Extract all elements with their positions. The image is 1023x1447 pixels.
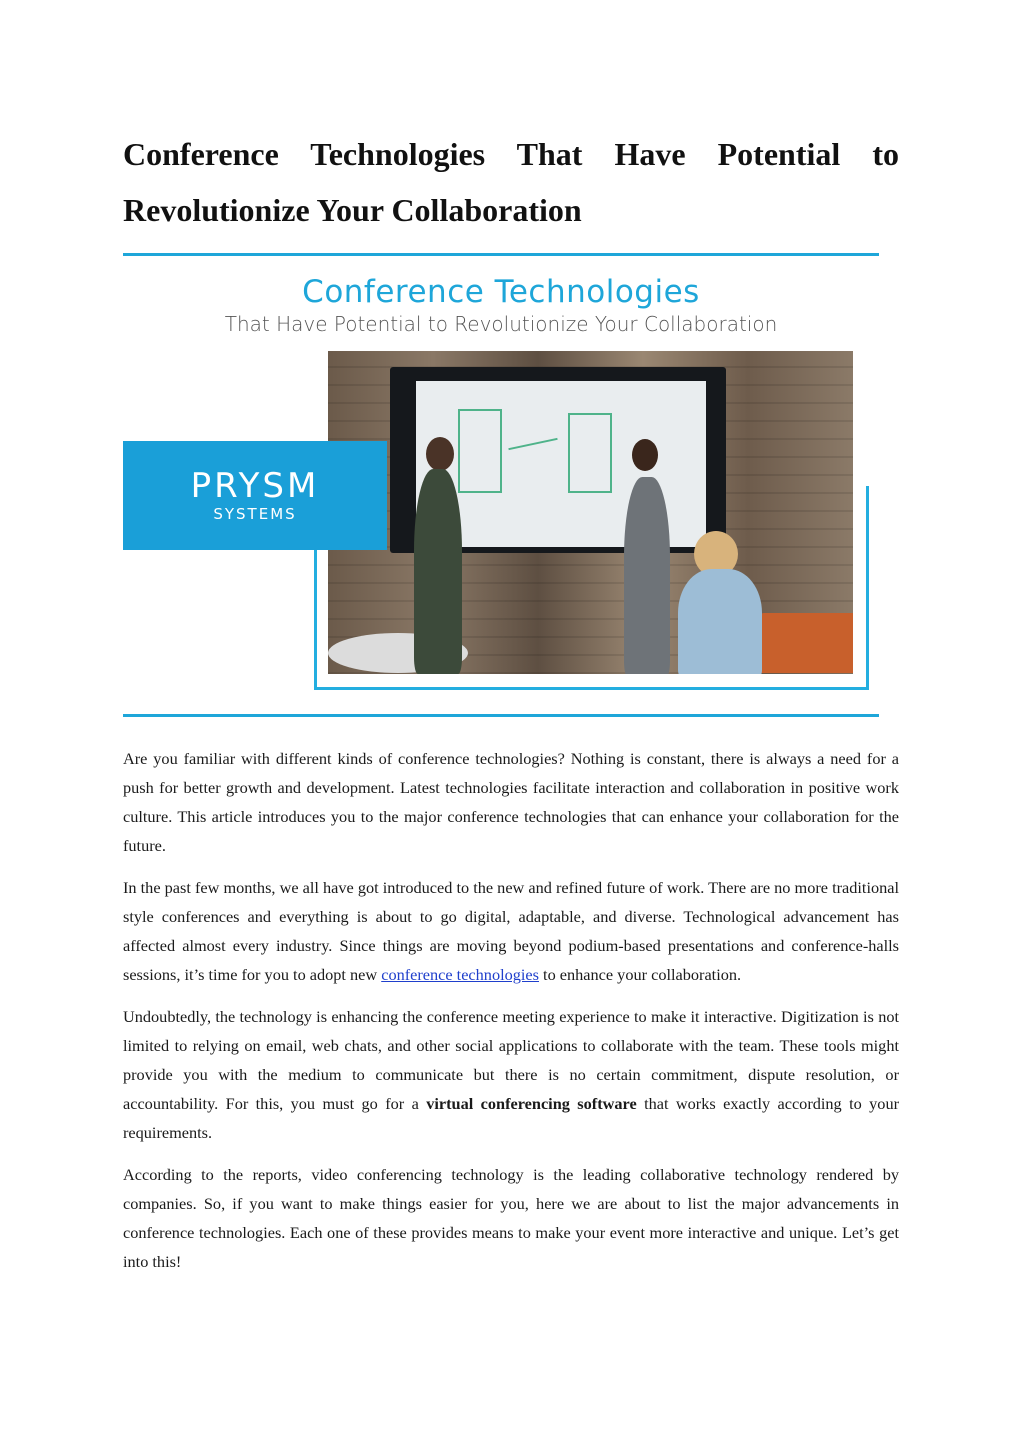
person-head bbox=[426, 437, 454, 471]
meeting-photo bbox=[328, 351, 853, 674]
paragraph bbox=[123, 1160, 899, 1276]
prysm-logo bbox=[123, 441, 387, 550]
person-woman-left bbox=[414, 469, 462, 674]
person-man-presenting bbox=[624, 477, 670, 674]
paragraph bbox=[123, 1002, 899, 1147]
paragraph-text: Undoubtedly, the technology is enhancing the conference meeting experience to make it interactive. Digitization is not limited to relying on email, web chats, and other social applications to collaborate with the team. These tools might provide you with the medium to communicate but there is no certain commitment, dispute resolution, or accountability. For this, you must go for a bbox=[123, 1007, 899, 1113]
paragraph-text: Are you familiar with different kinds of conference technologies? Nothing is constant, there is always a need for a push for better growth and development. Latest technologies facilitate interaction and collaboration in positive work culture. This article introduces you to the major conference technologies that can enhance your collaboration for the future. bbox=[123, 749, 899, 855]
top-divider bbox=[123, 253, 879, 256]
banner-subheading: That Have Potential to Revolutionize Your Collaboration bbox=[224, 312, 778, 336]
bottom-divider bbox=[123, 714, 879, 717]
logo-wordmark: PRYSM bbox=[190, 465, 320, 506]
paragraph-text: In the past few months, we all have got introduced to the new and refined future of work. There are no more traditional style conferences and everything is about to go digital, adaptable, and diverse. Technological advancement has affected almost every industry. Since things are moving beyond podium-based presentations and conference-halls sessions, it’s time for you to adopt new bbox=[123, 878, 899, 984]
paragraph-text: to enhance your collaboration. bbox=[538, 965, 742, 984]
paragraph-text: According to the reports, video conferencing technology is the leading collaborative technology rendered by companies. So, if you want to make things easier for you, here we are about to list the major advancements in conference technologies. Each one of these provides means to make your event more interactive and unique. Let’s get into this! bbox=[123, 1165, 899, 1271]
paragraph bbox=[123, 873, 899, 989]
logo-subtext: SYSTEMS bbox=[213, 504, 297, 523]
bold-term: virtual conferencing software bbox=[426, 1094, 637, 1113]
page-title: Conference Technologies That Have Potential to Revolutionize Your Collaboration bbox=[123, 136, 899, 228]
banner-image bbox=[123, 262, 879, 708]
paragraph-text: that works exactly according to your requirements. bbox=[123, 1094, 900, 1142]
sketch-right bbox=[568, 413, 612, 493]
banner-heading: Conference Technologies bbox=[302, 274, 700, 310]
paragraph bbox=[123, 744, 899, 860]
article-body bbox=[123, 744, 899, 1289]
orange-sofa bbox=[758, 613, 853, 673]
sketch-left bbox=[458, 409, 502, 493]
person-head bbox=[632, 439, 658, 471]
person-woman-seated bbox=[678, 569, 762, 674]
conference-technologies-link[interactable]: conference technologies bbox=[381, 965, 539, 984]
